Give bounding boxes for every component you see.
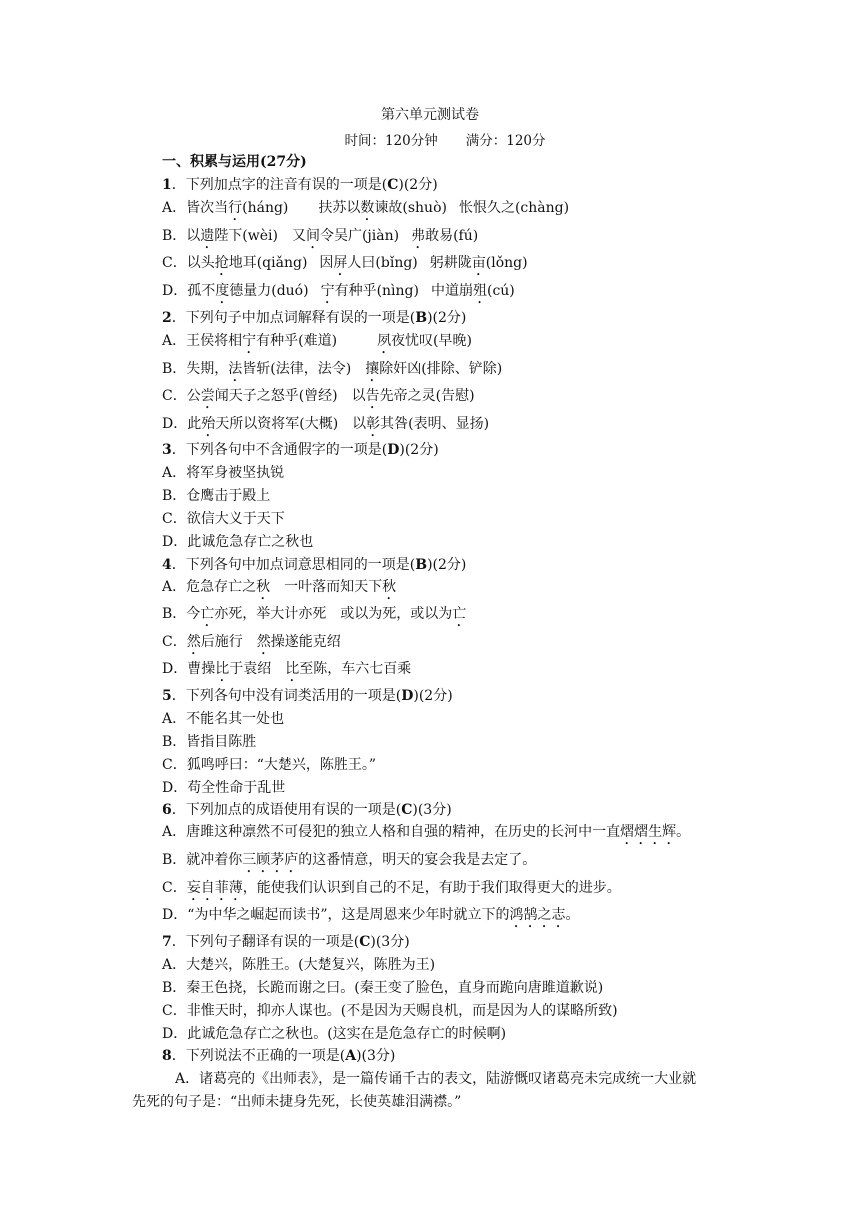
question-stem: 7．下列句子翻译有误的一项是(C)(3分) bbox=[162, 934, 410, 950]
option-line: A．唐雎这种凛然不可侵犯的独立人格和自强的精神，在历史的长河中一直熠熠生辉。 bbox=[162, 824, 691, 840]
option-line: D．“为中华之崛起而读书”，这是周恩来少年时就立下的鸿鹄之志。 bbox=[162, 907, 580, 923]
option-line: C．公尝闻天子之怒乎(曾经) 以告先帝之灵(告慰) bbox=[162, 388, 475, 404]
option-line: C．欲信大义于天下 bbox=[162, 511, 285, 527]
question-stem: 6．下列加点的成语使用有误的一项是(C)(3分) bbox=[162, 802, 452, 818]
option-line: B．就冲着你三顾茅庐的这番情意，明天的宴会我是去定了。 bbox=[162, 852, 537, 868]
option-line: D．此诚危急存亡之秋也。(这实在是危急存亡的时候啊) bbox=[162, 1026, 507, 1042]
paragraph-line: A．诸葛亮的《出师表》，是一篇传诵千古的表文，陆游慨叹诸葛亮未完成统一大业就 bbox=[175, 1071, 697, 1087]
section-heading: 一、积累与运用(27分) bbox=[162, 154, 307, 170]
question-stem: 3．下列各句中不含通假字的一项是(D)(2分) bbox=[162, 442, 439, 458]
question-stem: 1．下列加点字的注音有误的一项是(C)(2分) bbox=[162, 177, 438, 193]
option-line: C．然后施行 然操遂能克绍 bbox=[162, 634, 341, 650]
option-line: A．危急存亡之秋 一叶落而知天下秋 bbox=[162, 579, 397, 595]
option-line: C．狐鸣呼曰：“大楚兴，陈胜王。” bbox=[162, 757, 377, 773]
exam-meta bbox=[0, 129, 860, 149]
option-line: B．仓鹰击于殿上 bbox=[162, 488, 271, 504]
option-line: A．大楚兴，陈胜王。(大楚复兴，陈胜为王) bbox=[162, 957, 436, 973]
page-title: 第六单元测试卷 bbox=[381, 107, 479, 123]
question-stem: 4．下列各句中加点词意思相同的一项是(B)(2分) bbox=[162, 557, 467, 573]
option-line: B．秦王色挠，长跪而谢之曰。(秦王变了脸色，直身而跪向唐雎道歉说) bbox=[162, 980, 604, 996]
option-line: D．此诚危急存亡之秋也 bbox=[162, 534, 314, 550]
option-line: A．不能名其一处也 bbox=[162, 711, 285, 727]
option-line: C．非惟天时，抑亦人谋也。(不是因为天赐良机，而是因为人的谋略所致) bbox=[162, 1003, 618, 1019]
time-limit: 时间：120分钟 bbox=[344, 133, 438, 149]
option-line: C．以头抢地耳(qiǎng) 因屏人曰(bǐng) 躬耕陇亩(lǒng) bbox=[162, 255, 528, 271]
question-stem: 8．下列说法不正确的一项是(A)(3分) bbox=[162, 1048, 396, 1064]
full-score: 满分：120分 bbox=[465, 133, 546, 149]
option-line: A．将军身被坚执锐 bbox=[162, 465, 285, 481]
question-stem: 5．下列各句中没有词类活用的一项是(D)(2分) bbox=[162, 688, 453, 704]
option-line: B．今亡亦死，举大计亦死 或以为死，或以为亡 bbox=[162, 606, 467, 622]
option-line: C．妄自菲薄，能使我们认识到自己的不足，有助于我们取得更大的进步。 bbox=[162, 880, 621, 896]
option-line: D．苟全性命于乱世 bbox=[162, 780, 286, 796]
option-line: D．此殆天所以资将军(大概) 以彰其咎(表明、显扬) bbox=[162, 416, 490, 432]
option-line: A．王侯将相宁有种乎(难道) 夙夜忧叹(早晚) bbox=[162, 333, 472, 349]
question-stem: 2．下列句子中加点词解释有误的一项是(B)(2分) bbox=[162, 310, 467, 326]
option-line: A．皆次当行(háng) 扶苏以数谏故(shuò) 怅恨久之(chàng) bbox=[162, 200, 570, 216]
option-line: D．曹操比于袁绍 比至陈，车六七百乘 bbox=[162, 661, 412, 677]
option-line: B．皆指目陈胜 bbox=[162, 734, 257, 750]
paragraph-line: 先死的句子是：“出师未捷身先死，长使英雄泪满襟。” bbox=[132, 1094, 462, 1110]
option-line: B．以遗陛下(wèi) 又间令吴广(jiàn) 弗敢易(fú) bbox=[162, 228, 479, 244]
option-line: D．孤不度德量力(duó) 宁有种乎(nìng) 中道崩殂(cú) bbox=[162, 283, 515, 299]
option-line: B．失期，法皆斩(法律，法令) 攘除奸凶(排除、铲除) bbox=[162, 361, 503, 377]
